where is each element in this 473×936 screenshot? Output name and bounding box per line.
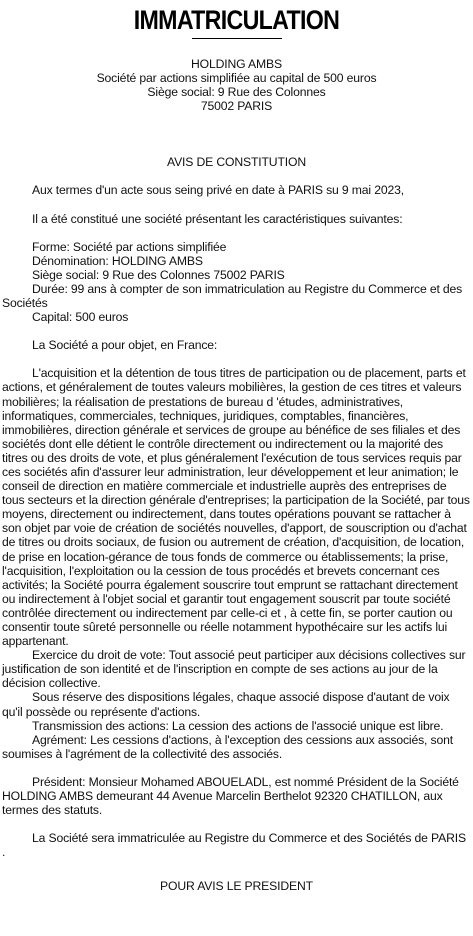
notice-headline: IMMATRICULATION: [133, 5, 340, 35]
detail-capital: Capital: 500 euros: [32, 310, 129, 325]
company-name: HOLDING AMBS: [191, 57, 282, 71]
detail-forme: Forme: Société par actions simplifiée: [32, 239, 227, 254]
detail-duree: Durée: 99 ans à compter de son immatriculation au Registre du Commerce et des Sociétés: [2, 281, 463, 311]
notice-title: AVIS DE CONSTITUTION: [167, 155, 306, 170]
object-intro: La Société a pour objet, en France:: [32, 338, 218, 353]
company-legal-form: Société par actions simplifiée au capital de 500 euros: [96, 71, 377, 86]
approval-clause: Agrément: Les cessions d'actions, à l'exception des cessions aux associés, sont soumises à l'agrément de la collectivité des associés.: [2, 732, 453, 761]
voting-right-clause: Exercice du droit de vote: Tout associé peut participer aux décisions collectives sur justification de son identité et de l'inscription en compte de ses actions au jour de la décision collective.: [2, 648, 466, 691]
signature-line: POUR AVIS LE PRESIDENT: [160, 879, 313, 894]
headline-underline: [192, 38, 282, 39]
company-head-office: Siège social: 9 Rue des Colonnes: [147, 85, 326, 100]
votes-per-share-clause: Sous réserve des dispositions légales, chaque associé dispose d'autant de voix qu'il possède ou représente d'actions.: [2, 690, 450, 719]
share-transfer-clause: Transmission des actions: La cession des actions de l'associé unique est libre.: [32, 718, 444, 733]
notice-body: [2, 57, 471, 894]
object-text: L'acquisition et la détention de tous titres de participation ou de placement, parts et actions, et généralement de toutes valeurs mobilières, la gestion de ces titres et valeurs mobilières; la réalisation de prestations de bureau d 'études, administratives, informatiques, commerciales, techniques, juridiques, comptables, financières, immobilières, direction générale et services de groupe au bénéfice de ses filiales et des sociétés dont elle détient le contrôle directement ou indirectement ou la majorité des titres ou des droits de vote, et plus généralement l'exécution de tous services requis par ces sociétés afin d'assurer leur administration, leur développement et leur animation; le conseil de direction en matière commerciale et industrielle auprès des entreprises de tous secteurs et la direction générale d'entreprises; la participation de la Société, par tous moyens, directement ou indirectement, dans toutes opérations pouvant se rattacher à son objet par voie de création de sociétés nouvelles, d'apport, de souscription ou d'achat de titres ou droits sociaux, de fusion ou autrement de création, d'acquisition, de location, de prise en location-gérance de tous fonds de commerce ou établissements; la prise, l'acquisition, l'exploitation ou la cession de tous procédés et brevets concernant ces activités; la Société pourra également souscrire tout emprunt se rattachant directement ou indirectement à l'objet social et garantir tout engagement souscrit par toute société contrôlée directement ou indirectement par celle-ci et , à cette fin, se porter caution ou consentir toute sûreté personnelle ou réelle notamment hypothécaire sur les actifs lui appartenant.: [2, 366, 470, 649]
detail-siege: Siège social: 9 Rue des Colonnes 75002 PARIS: [32, 267, 285, 282]
registration-statement: La Société sera immatriculée au Registre du Commerce et des Sociétés de PARIS .: [2, 831, 466, 860]
deed-intro: Aux termes d'un acte sous seing privé en date à PARIS su 9 mai 2023,: [32, 183, 404, 198]
president-appointment: Président: Monsieur Mohamed ABOUELADL, est nommé Président de la Société HOLDING AMBS demeurant 44 Avenue Marcelin Berthelot 92320 CHATILLON, aux termes des statuts.: [2, 774, 459, 818]
company-city: 75002 PARIS: [200, 99, 273, 114]
constituted-statement: Il a été constitué une société présentant les caractéristiques suivantes:: [32, 211, 403, 226]
company-details: [2, 240, 471, 325]
company-block: [2, 57, 471, 113]
detail-denomination: Dénomination: HOLDING AMBS: [32, 253, 203, 268]
